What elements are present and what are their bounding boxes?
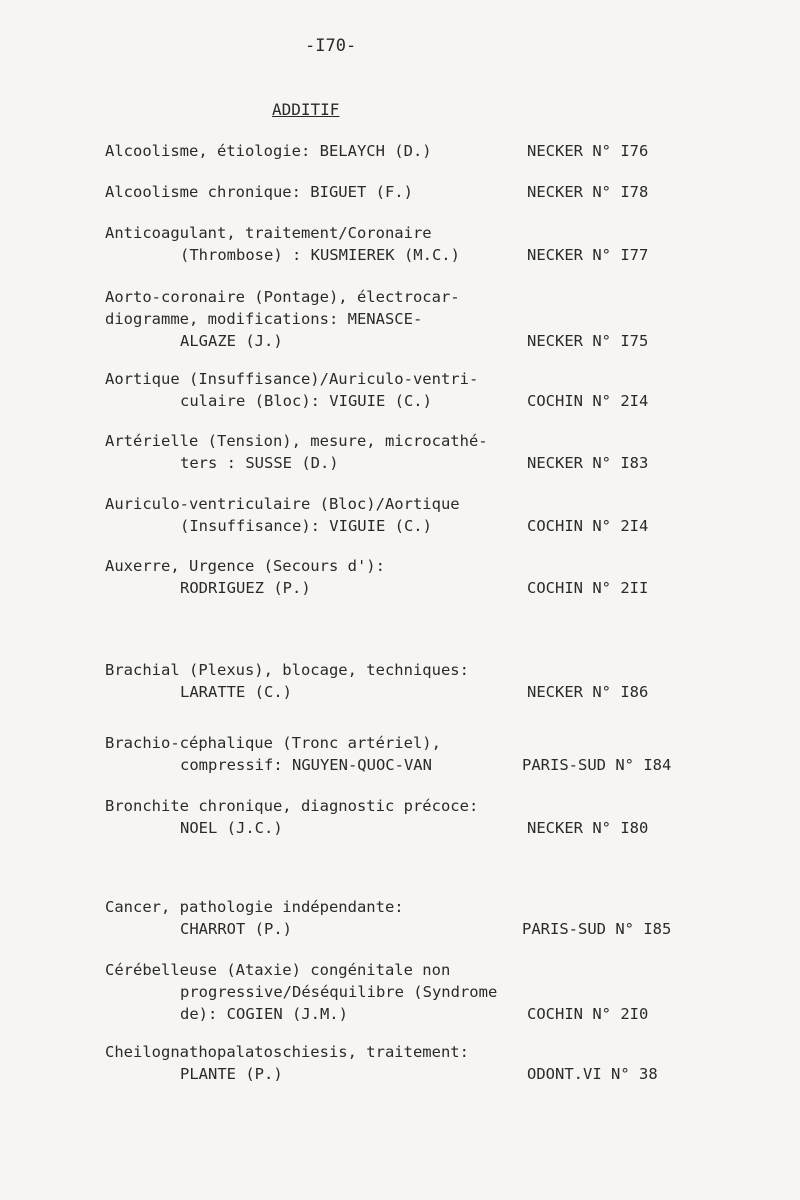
entry-text: diogramme, modifications: MENASCE- — [105, 310, 423, 328]
entry-text: progressive/Déséquilibre (Syndrome — [180, 983, 498, 1001]
entry-text: compressif: NGUYEN-QUOC-VAN — [180, 756, 432, 774]
entry-text: Cancer, pathologie indépendante: — [105, 898, 404, 916]
index-entry — [105, 732, 695, 776]
entry-text: Aorto-coronaire (Pontage), électrocar- — [105, 288, 460, 306]
index-entry — [105, 493, 695, 537]
index-entry — [105, 140, 695, 162]
entry-text: culaire (Bloc): VIGUIE (C.) — [180, 392, 432, 410]
entry-text: CHARROT (P.) — [180, 920, 292, 938]
entry-text: NOEL (J.C.) — [180, 819, 283, 837]
entry-reference: COCHIN N° 2I4 — [527, 392, 649, 410]
index-entry — [105, 959, 695, 1025]
index-entry — [105, 795, 695, 839]
entry-reference: NECKER N° I77 — [527, 246, 649, 264]
entry-reference: COCHIN N° 2I0 — [527, 1005, 649, 1023]
entry-reference: NECKER N° I86 — [527, 683, 649, 701]
entry-text: RODRIGUEZ (P.) — [180, 579, 311, 597]
entry-reference: NECKER N° I83 — [527, 454, 649, 472]
entry-text: (Thrombose) : KUSMIEREK (M.C.) — [180, 246, 460, 264]
entry-text: Artérielle (Tension), mesure, microcathé- — [105, 432, 488, 450]
page-number: -I70- — [305, 36, 357, 56]
index-entry — [105, 1041, 695, 1085]
entry-reference: COCHIN N° 2I4 — [527, 517, 649, 535]
entry-text: Brachial (Plexus), blocage, techniques: — [105, 661, 469, 679]
index-entry — [105, 181, 695, 203]
entry-reference: NECKER N° I75 — [527, 332, 649, 350]
entry-reference: PARIS-SUD N° I85 — [522, 920, 672, 938]
entry-text: Auxerre, Urgence (Secours d'): — [105, 557, 385, 575]
entry-text: Cheilognathopalatoschiesis, traitement: — [105, 1043, 469, 1061]
entry-text: Bronchite chronique, diagnostic précoce: — [105, 797, 479, 815]
entry-text: Alcoolisme, étiologie: BELAYCH (D.) — [105, 142, 432, 160]
entry-reference: PARIS-SUD N° I84 — [522, 756, 672, 774]
index-entry — [105, 659, 695, 703]
index-entry — [105, 555, 695, 599]
entry-text: ters : SUSSE (D.) — [180, 454, 339, 472]
entry-text: Cérébelleuse (Ataxie) congénitale non — [105, 961, 451, 979]
index-entry — [105, 286, 695, 352]
index-entry — [105, 368, 695, 412]
entry-text: Auriculo-ventriculaire (Bloc)/Aortique — [105, 495, 460, 513]
entry-text: ALGAZE (J.) — [180, 332, 283, 350]
entry-text: Aortique (Insuffisance)/Auriculo-ventri- — [105, 370, 479, 388]
entry-reference: NECKER N° I80 — [527, 819, 649, 837]
entry-reference: NECKER N° I78 — [527, 183, 649, 201]
entry-text: Anticoagulant, traitement/Coronaire — [105, 224, 432, 242]
entry-text: Alcoolisme chronique: BIGUET (F.) — [105, 183, 413, 201]
entry-text: Brachio-céphalique (Tronc artériel), — [105, 734, 441, 752]
entry-text: PLANTE (P.) — [180, 1065, 283, 1083]
entry-reference: ODONT.VI N° 38 — [527, 1065, 658, 1083]
entry-reference: COCHIN N° 2II — [527, 579, 649, 597]
entry-text: (Insuffisance): VIGUIE (C.) — [180, 517, 432, 535]
entry-text: de): COGIEN (J.M.) — [180, 1005, 348, 1023]
entry-text: LARATTE (C.) — [180, 683, 292, 701]
entry-reference: NECKER N° I76 — [527, 142, 649, 160]
index-entry — [105, 430, 695, 474]
index-entry — [105, 222, 695, 266]
section-heading: ADDITIF — [272, 100, 340, 119]
index-entry — [105, 896, 695, 940]
